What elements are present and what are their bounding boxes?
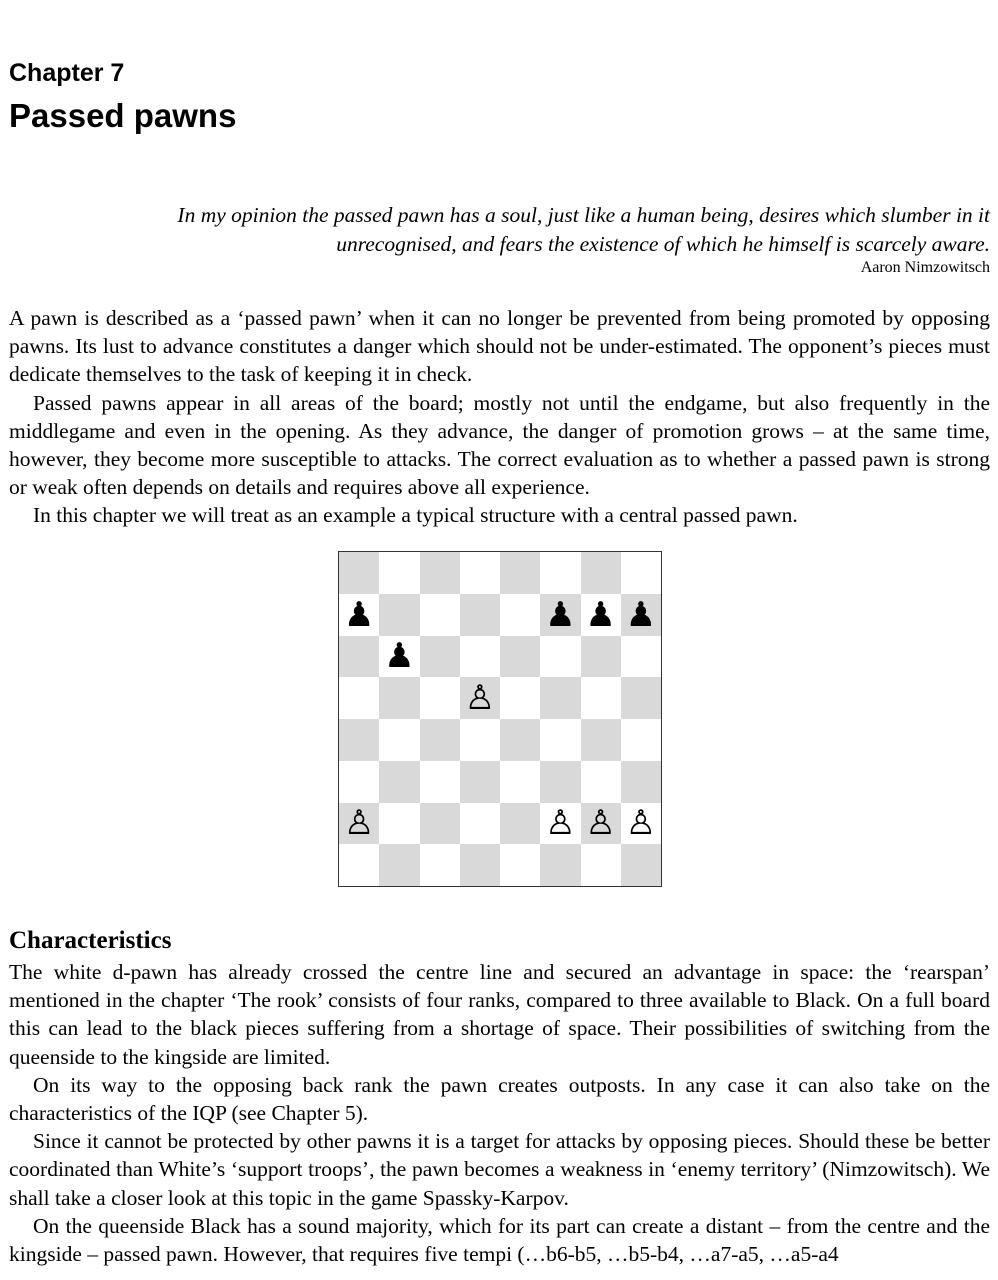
black-pawn-icon: ♟	[585, 594, 616, 635]
square-a6	[339, 636, 379, 678]
black-pawn-icon: ♟	[384, 636, 415, 677]
square-d1	[460, 844, 500, 886]
white-pawn-icon: ♙	[585, 803, 616, 844]
square-g3	[581, 761, 621, 803]
square-g5	[581, 677, 621, 719]
square-d4	[460, 719, 500, 761]
characteristics-paragraph: On its way to the opposing back rank the pawn creates outposts. In any case it can also take on the characteristics of the IQP (see Chapter 5).	[9, 1072, 990, 1126]
black-pawn-icon: ♟	[545, 594, 576, 635]
square-a7	[339, 594, 379, 636]
square-c8	[420, 552, 460, 594]
square-h4	[621, 719, 661, 761]
characteristics-paragraph: On the queenside Black has a sound majority, which for its part can create a distant – from the centre and the kingside – passed pawn. However, that requires five tempi (…b6-b5, …b5-b4, …a7-a5, …a5-a4	[9, 1213, 990, 1267]
square-c6	[420, 636, 460, 678]
square-c7	[420, 594, 460, 636]
square-g7	[581, 594, 621, 636]
white-pawn-icon: ♙	[625, 803, 657, 844]
square-b4	[379, 719, 419, 761]
square-e5	[500, 677, 540, 719]
square-h5	[621, 677, 661, 719]
white-pawn-icon: ♙	[464, 678, 496, 719]
chapter-label: Chapter 7	[9, 59, 125, 87]
square-c1	[420, 844, 460, 886]
square-b2	[379, 803, 419, 845]
square-b3	[379, 761, 419, 803]
square-b5	[379, 677, 419, 719]
square-g8	[581, 552, 621, 594]
square-d2	[460, 803, 500, 845]
square-f4	[540, 719, 580, 761]
epigraph-text: In my opinion the passed pawn has a soul, just like a human being, desires which slumber in it unrecognised, and fears the existence of which he himself is scarcely aware.	[177, 203, 990, 256]
epigraph-author: Aaron Nimzowitsch	[860, 259, 990, 276]
characteristics-text	[9, 958, 990, 1268]
square-e7	[500, 594, 540, 636]
white-pawn-icon: ♙	[545, 803, 576, 844]
square-a5	[339, 677, 379, 719]
square-d7	[460, 594, 500, 636]
square-g4	[581, 719, 621, 761]
square-e8	[500, 552, 540, 594]
characteristics-paragraph: Since it cannot be protected by other pawns it is a target for attacks by opposing pieces. Should these be better coordinated than White’s ‘support troops’, the pawn becomes a weakness in ‘enemy territory’ (Nimzowitsch). We shall take a closer look at this topic in the game Spassky-Karpov.	[9, 1129, 990, 1210]
square-f3	[540, 761, 580, 803]
white-pawn-icon: ♙	[343, 803, 375, 844]
square-h8	[621, 552, 661, 594]
square-a4	[339, 719, 379, 761]
square-d3	[460, 761, 500, 803]
square-d5	[460, 677, 500, 719]
square-h1	[621, 844, 661, 886]
square-h6	[621, 636, 661, 678]
square-g2	[581, 803, 621, 845]
square-c2	[420, 803, 460, 845]
intro-paragraph: A pawn is described as a ‘passed pawn’ when it can no longer be prevented from being promoted by opposing pawns. Its lust to advance constitutes a danger which should not be under-estimated. The opponent’s pieces must dedicate themselves to the task of keeping it in check.	[9, 306, 990, 387]
square-h3	[621, 761, 661, 803]
square-f8	[540, 552, 580, 594]
square-c4	[420, 719, 460, 761]
square-e2	[500, 803, 540, 845]
square-c3	[420, 761, 460, 803]
square-f2	[540, 803, 580, 845]
square-f5	[540, 677, 580, 719]
square-h7	[621, 594, 661, 636]
square-c5	[420, 677, 460, 719]
square-g6	[581, 636, 621, 678]
characteristics-paragraph: The white d-pawn has already crossed the centre line and secured an advantage in space: the ‘rearspan’ mentioned in the chapter ‘The rook’ consists of four ranks, compared to three available to Black. On a full board this can lead to the black pieces suffering from a shortage of space. Their possibilities of switching from the queenside to the kingside are limited.	[9, 960, 990, 1069]
square-b8	[379, 552, 419, 594]
square-g1	[581, 844, 621, 886]
square-f7	[540, 594, 580, 636]
epigraph	[60, 201, 990, 278]
square-h2	[621, 803, 661, 845]
square-f1	[540, 844, 580, 886]
chess-diagram	[338, 551, 662, 887]
square-a2	[339, 803, 379, 845]
intro-paragraph: In this chapter we will treat as an example a typical structure with a central passed pawn.	[33, 503, 798, 528]
black-pawn-icon: ♟	[343, 594, 375, 635]
square-a8	[339, 552, 379, 594]
square-f6	[540, 636, 580, 678]
intro-text	[9, 304, 990, 530]
square-e1	[500, 844, 540, 886]
square-b7	[379, 594, 419, 636]
square-e3	[500, 761, 540, 803]
square-a1	[339, 844, 379, 886]
chapter-title: Passed pawns	[9, 97, 237, 134]
square-d6	[460, 636, 500, 678]
black-pawn-icon: ♟	[625, 594, 657, 635]
square-a3	[339, 761, 379, 803]
square-b6	[379, 636, 419, 678]
intro-paragraph: Passed pawns appear in all areas of the board; mostly not until the endgame, but also frequently in the middlegame and even in the opening. As they advance, the danger of promotion grows – at the same time, however, they become more susceptible to attacks. The correct evaluation as to whether a passed pawn is strong or weak often depends on details and requires above all experience.	[9, 390, 990, 500]
square-d8	[460, 552, 500, 594]
square-b1	[379, 844, 419, 886]
square-e6	[500, 636, 540, 678]
section-heading-characteristics: Characteristics	[9, 927, 172, 954]
square-e4	[500, 719, 540, 761]
